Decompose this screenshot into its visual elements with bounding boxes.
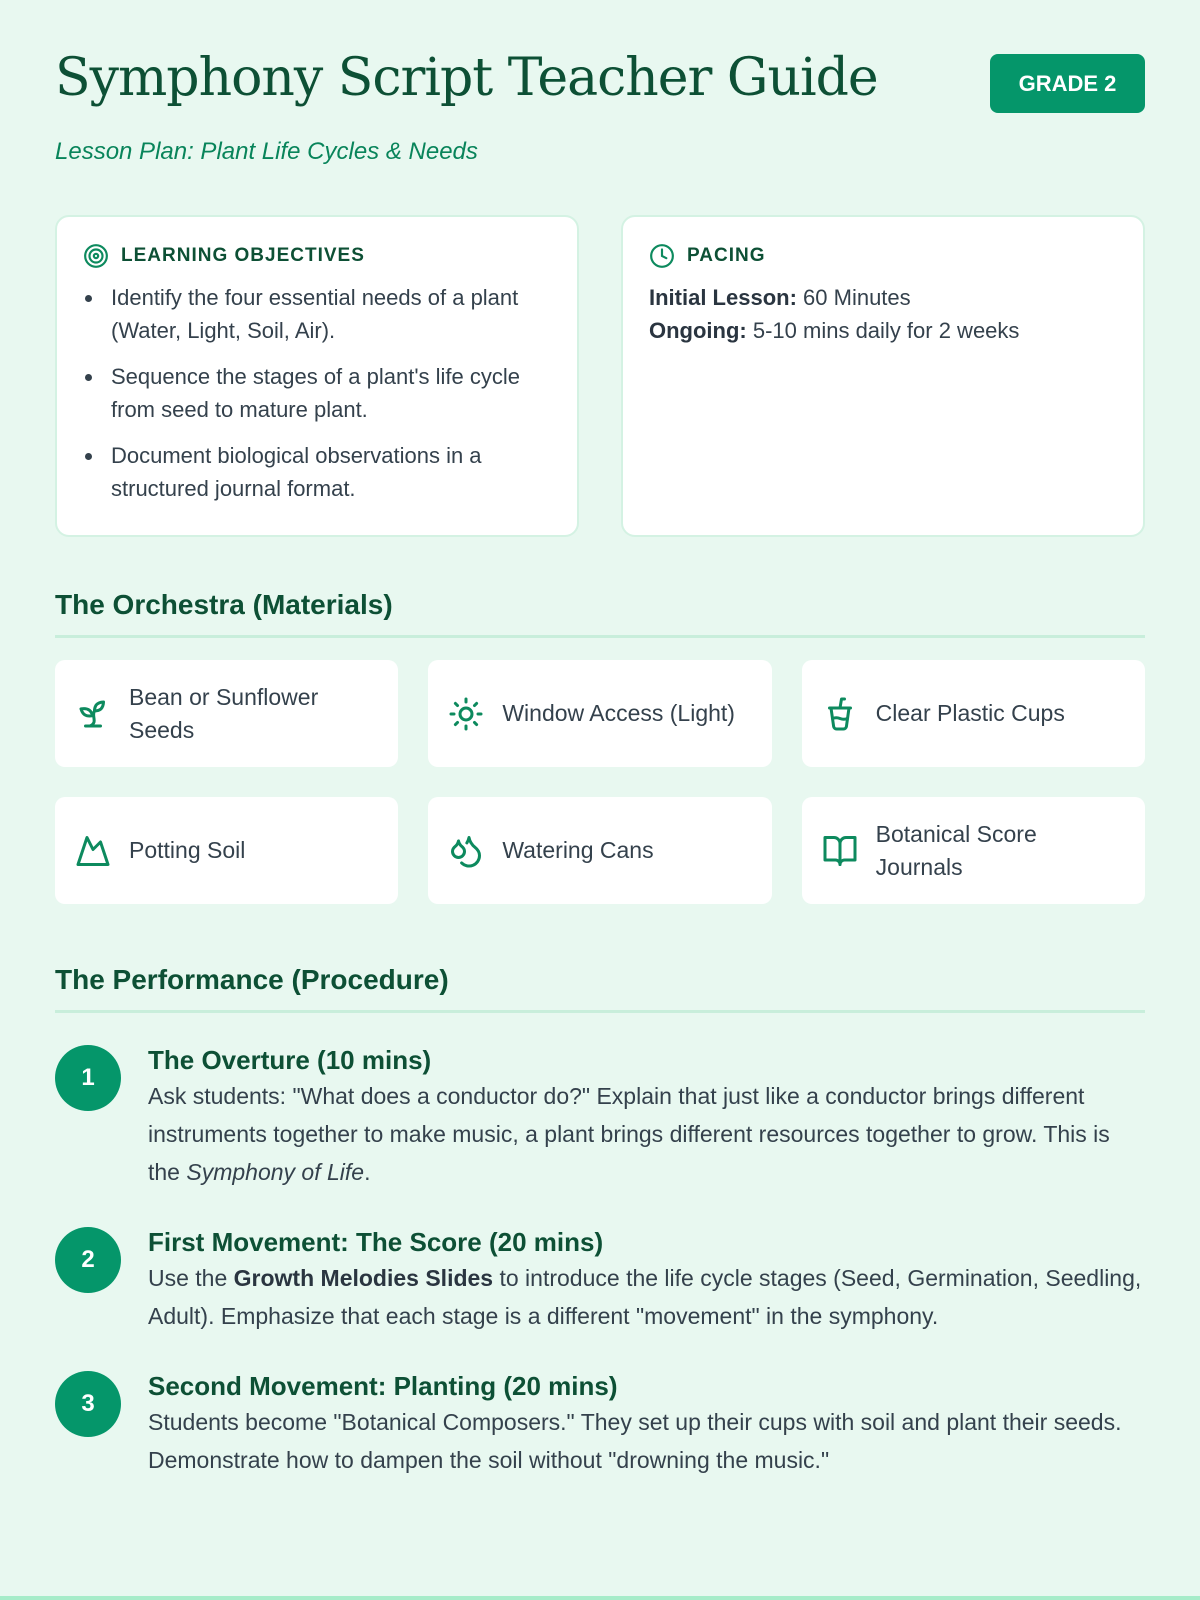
grade-badge: GRADE 2 (990, 54, 1145, 113)
clock-icon (649, 243, 675, 269)
step-body (148, 1369, 1145, 1479)
lesson-subtitle: Lesson Plan: Plant Life Cycles & Needs (55, 138, 478, 165)
mountain-icon (75, 833, 111, 869)
target-icon (83, 243, 109, 269)
materials-section (55, 589, 1145, 904)
material-item (428, 797, 771, 904)
material-label: Potting Soil (129, 837, 246, 863)
sun-icon (448, 696, 484, 732)
procedure-steps (55, 1043, 1145, 1479)
sprout-icon (75, 696, 111, 732)
objectives-card (55, 215, 579, 537)
pacing-ongoing-label: Ongoing: (649, 318, 747, 343)
material-item (802, 797, 1145, 904)
bottom-border (0, 1596, 1200, 1600)
page-title: Symphony Script Teacher Guide (55, 48, 878, 108)
step-text: Students become "Botanical Composers." They set up their cups with soil and plant their seeds. Demonstrate how to dampen the soil without "drowning the music." (148, 1409, 1122, 1473)
step-number: 1 (55, 1045, 121, 1111)
pacing-title: PACING (687, 245, 766, 266)
material-label: Window Access (Light) (502, 700, 735, 726)
material-item (55, 797, 398, 904)
pacing-initial (649, 281, 1117, 314)
material-item (428, 660, 771, 767)
droplets-icon (448, 833, 484, 869)
objective-item: Sequence the stages of a plant's life cycle from seed to mature plant. (83, 360, 551, 426)
step-text-part: Use the (148, 1265, 234, 1291)
step-text (148, 1259, 1145, 1335)
step-number: 2 (55, 1227, 121, 1293)
procedure-section (55, 964, 1145, 1479)
objectives-list (83, 281, 551, 505)
procedure-step (55, 1043, 1145, 1191)
pacing-ongoing-value: 5-10 mins daily for 2 weeks (746, 318, 1020, 343)
cup-icon (822, 696, 858, 732)
material-item (55, 660, 398, 767)
step-text (148, 1077, 1145, 1191)
material-label: Watering Cans (502, 837, 654, 863)
step-title: The Overture (10 mins) (148, 1045, 432, 1075)
step-emphasis: Growth Melodies Slides (233, 1265, 494, 1291)
step-title: Second Movement: Planting (20 mins) (148, 1371, 618, 1401)
pacing-initial-value: 60 Minutes (796, 285, 911, 310)
header (55, 0, 1145, 215)
material-label: Botanical Score Journals (875, 820, 1037, 880)
step-text-part: to introduce the life cycle stages (Seed, Germination, Seedling, Adult). Emphasize that each stage is a different "movement" in the symphony. (148, 1265, 1142, 1329)
procedure-step (55, 1369, 1145, 1479)
step-number: 3 (55, 1371, 121, 1437)
book-icon (822, 833, 858, 869)
materials-grid (55, 660, 1145, 904)
objective-item: Document biological observations in a structured journal format. (83, 439, 551, 505)
step-text-part: . (364, 1159, 371, 1185)
materials-title: The Orchestra (Materials) (55, 589, 1145, 638)
pacing-ongoing (649, 314, 1117, 347)
pacing-initial-label: Initial Lesson: (649, 285, 797, 310)
step-body (148, 1225, 1145, 1335)
material-label: Bean or Sunflower Seeds (129, 683, 319, 743)
material-item (802, 660, 1145, 767)
step-body (148, 1043, 1145, 1191)
objective-item: Identify the four essential needs of a plant (Water, Light, Soil, Air). (83, 281, 551, 347)
objectives-header (83, 243, 551, 269)
material-label: Clear Plastic Cups (875, 700, 1065, 726)
step-title: First Movement: The Score (20 mins) (148, 1227, 604, 1257)
step-text-part: Ask students: "What does a conductor do?" Explain that just like a conductor brings different instruments together to make music, a plant brings different resources together to grow. This is the (148, 1083, 1110, 1185)
overview-cards (55, 215, 1145, 537)
objectives-title: LEARNING OBJECTIVES (121, 245, 365, 266)
pacing-header (649, 243, 1117, 269)
procedure-step (55, 1225, 1145, 1335)
pacing-card (621, 215, 1145, 537)
step-emphasis: Symphony of Life (186, 1159, 365, 1185)
procedure-title: The Performance (Procedure) (55, 964, 1145, 1013)
